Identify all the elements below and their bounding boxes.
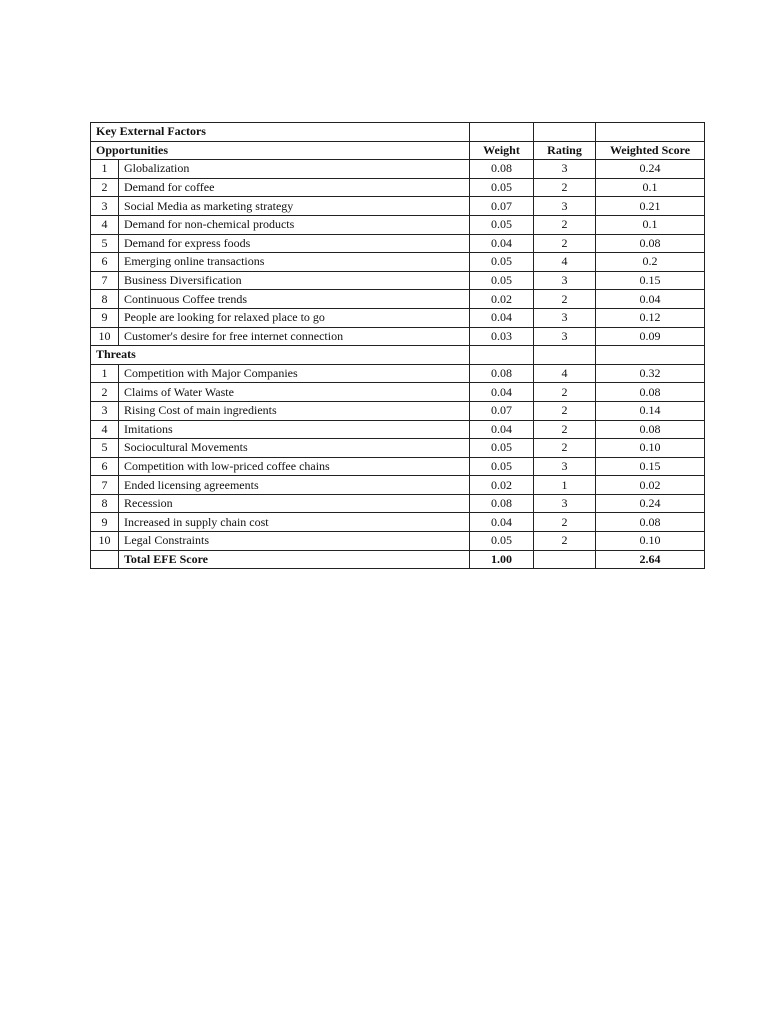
factor-weight: 0.04 [470, 513, 534, 532]
factor-weighted-score: 0.15 [596, 457, 705, 476]
factor-name: Demand for coffee [119, 178, 470, 197]
factor-rating: 3 [534, 197, 596, 216]
factor-weighted-score: 0.15 [596, 271, 705, 290]
opportunity-row [91, 215, 705, 234]
factor-weight: 0.05 [470, 457, 534, 476]
factor-name: Emerging online transactions [119, 253, 470, 272]
factor-name: Imitations [119, 420, 470, 439]
factor-weight: 0.04 [470, 234, 534, 253]
threat-row [91, 457, 705, 476]
empty-cell [534, 550, 596, 569]
factor-name: Demand for non-chemical products [119, 215, 470, 234]
factor-rating: 1 [534, 476, 596, 495]
factor-rating: 3 [534, 457, 596, 476]
factor-weighted-score: 0.1 [596, 178, 705, 197]
factor-weighted-score: 0.2 [596, 253, 705, 272]
factor-number: 7 [91, 476, 119, 495]
opportunity-row [91, 308, 705, 327]
factor-number: 9 [91, 308, 119, 327]
factor-weighted-score: 0.24 [596, 160, 705, 179]
factor-number: 8 [91, 494, 119, 513]
factor-name: Continuous Coffee trends [119, 290, 470, 309]
factor-weight: 0.04 [470, 420, 534, 439]
factor-weight: 0.07 [470, 401, 534, 420]
factor-number: 10 [91, 327, 119, 346]
factor-weight: 0.05 [470, 532, 534, 551]
factor-weight: 0.05 [470, 253, 534, 272]
factor-rating: 2 [534, 383, 596, 402]
factor-number: 4 [91, 215, 119, 234]
opportunity-row [91, 234, 705, 253]
opportunity-row [91, 197, 705, 216]
empty-cell [91, 550, 119, 569]
efe-matrix-table [90, 122, 705, 569]
opportunity-row [91, 253, 705, 272]
factor-weighted-score: 0.08 [596, 234, 705, 253]
factor-number: 2 [91, 178, 119, 197]
factor-number: 1 [91, 160, 119, 179]
factor-rating: 2 [534, 215, 596, 234]
factor-name: Customer's desire for free internet connection [119, 327, 470, 346]
factor-weighted-score: 0.02 [596, 476, 705, 495]
threat-row [91, 494, 705, 513]
factor-weighted-score: 0.04 [596, 290, 705, 309]
factor-name: Rising Cost of main ingredients [119, 401, 470, 420]
factor-weighted-score: 0.08 [596, 513, 705, 532]
threat-row [91, 383, 705, 402]
threat-row [91, 401, 705, 420]
factor-weight: 0.05 [470, 271, 534, 290]
factor-weighted-score: 0.12 [596, 308, 705, 327]
opportunities-section-label: Opportunities [91, 141, 470, 160]
factor-weight: 0.08 [470, 160, 534, 179]
factor-weighted-score: 0.21 [596, 197, 705, 216]
title-row [91, 123, 705, 142]
factor-rating: 2 [534, 439, 596, 458]
factor-rating: 3 [534, 327, 596, 346]
empty-cell [470, 346, 534, 365]
factor-rating: 4 [534, 364, 596, 383]
factor-weighted-score: 0.1 [596, 215, 705, 234]
factor-name: Competition with Major Companies [119, 364, 470, 383]
factor-number: 3 [91, 197, 119, 216]
factor-number: 10 [91, 532, 119, 551]
factor-rating: 2 [534, 290, 596, 309]
factor-weight: 0.07 [470, 197, 534, 216]
factor-rating: 3 [534, 308, 596, 327]
factor-weight: 0.04 [470, 308, 534, 327]
factor-weighted-score: 0.09 [596, 327, 705, 346]
factor-rating: 2 [534, 401, 596, 420]
factor-weight: 0.08 [470, 364, 534, 383]
total-row [91, 550, 705, 569]
factor-weighted-score: 0.32 [596, 364, 705, 383]
factor-number: 5 [91, 439, 119, 458]
total-label: Total EFE Score [119, 550, 470, 569]
factor-rating: 2 [534, 178, 596, 197]
factor-name: People are looking for relaxed place to go [119, 308, 470, 327]
opportunity-row [91, 178, 705, 197]
factor-name: Recession [119, 494, 470, 513]
factor-weight: 0.08 [470, 494, 534, 513]
threat-row [91, 439, 705, 458]
empty-cell [534, 123, 596, 142]
efe-table-body [91, 123, 705, 569]
factor-number: 9 [91, 513, 119, 532]
opportunity-row [91, 160, 705, 179]
factor-number: 5 [91, 234, 119, 253]
factor-number: 1 [91, 364, 119, 383]
factor-name: Claims of Water Waste [119, 383, 470, 402]
header-row [91, 141, 705, 160]
factor-number: 6 [91, 457, 119, 476]
factor-weight: 0.04 [470, 383, 534, 402]
opportunity-row [91, 290, 705, 309]
factor-name: Social Media as marketing strategy [119, 197, 470, 216]
threat-row [91, 532, 705, 551]
threats-section-label: Threats [91, 346, 470, 365]
opportunity-row [91, 271, 705, 290]
factor-name: Business Diversification [119, 271, 470, 290]
factor-weight: 0.02 [470, 476, 534, 495]
factor-weight: 0.03 [470, 327, 534, 346]
factor-weight: 0.05 [470, 439, 534, 458]
total-weight: 1.00 [470, 550, 534, 569]
factor-weight: 0.05 [470, 215, 534, 234]
factor-weighted-score: 0.10 [596, 532, 705, 551]
factor-weighted-score: 0.14 [596, 401, 705, 420]
factor-number: 8 [91, 290, 119, 309]
empty-cell [470, 123, 534, 142]
factor-name: Demand for express foods [119, 234, 470, 253]
factor-name: Increased in supply chain cost [119, 513, 470, 532]
factor-weight: 0.05 [470, 178, 534, 197]
factor-number: 4 [91, 420, 119, 439]
factor-weighted-score: 0.10 [596, 439, 705, 458]
empty-cell [596, 123, 705, 142]
factor-name: Globalization [119, 160, 470, 179]
factor-rating: 2 [534, 532, 596, 551]
factor-rating: 3 [534, 160, 596, 179]
weighted-score-header: Weighted Score [596, 141, 705, 160]
factor-name: Competition with low-priced coffee chains [119, 457, 470, 476]
factor-rating: 2 [534, 234, 596, 253]
table-title: Key External Factors [91, 123, 470, 142]
factor-rating: 3 [534, 271, 596, 290]
factor-name: Sociocultural Movements [119, 439, 470, 458]
factor-weighted-score: 0.08 [596, 383, 705, 402]
factor-weighted-score: 0.08 [596, 420, 705, 439]
threat-row [91, 476, 705, 495]
threat-row [91, 420, 705, 439]
total-weighted-score: 2.64 [596, 550, 705, 569]
factor-rating: 4 [534, 253, 596, 272]
threat-row [91, 513, 705, 532]
weight-header: Weight [470, 141, 534, 160]
factor-name: Ended licensing agreements [119, 476, 470, 495]
factor-number: 7 [91, 271, 119, 290]
opportunity-row [91, 327, 705, 346]
factor-weight: 0.02 [470, 290, 534, 309]
factor-name: Legal Constraints [119, 532, 470, 551]
factor-rating: 2 [534, 513, 596, 532]
empty-cell [596, 346, 705, 365]
factor-weighted-score: 0.24 [596, 494, 705, 513]
rating-header: Rating [534, 141, 596, 160]
factor-rating: 2 [534, 420, 596, 439]
factor-number: 2 [91, 383, 119, 402]
factor-number: 3 [91, 401, 119, 420]
factor-rating: 3 [534, 494, 596, 513]
empty-cell [534, 346, 596, 365]
factor-number: 6 [91, 253, 119, 272]
threat-row [91, 364, 705, 383]
threats-section-row [91, 346, 705, 365]
